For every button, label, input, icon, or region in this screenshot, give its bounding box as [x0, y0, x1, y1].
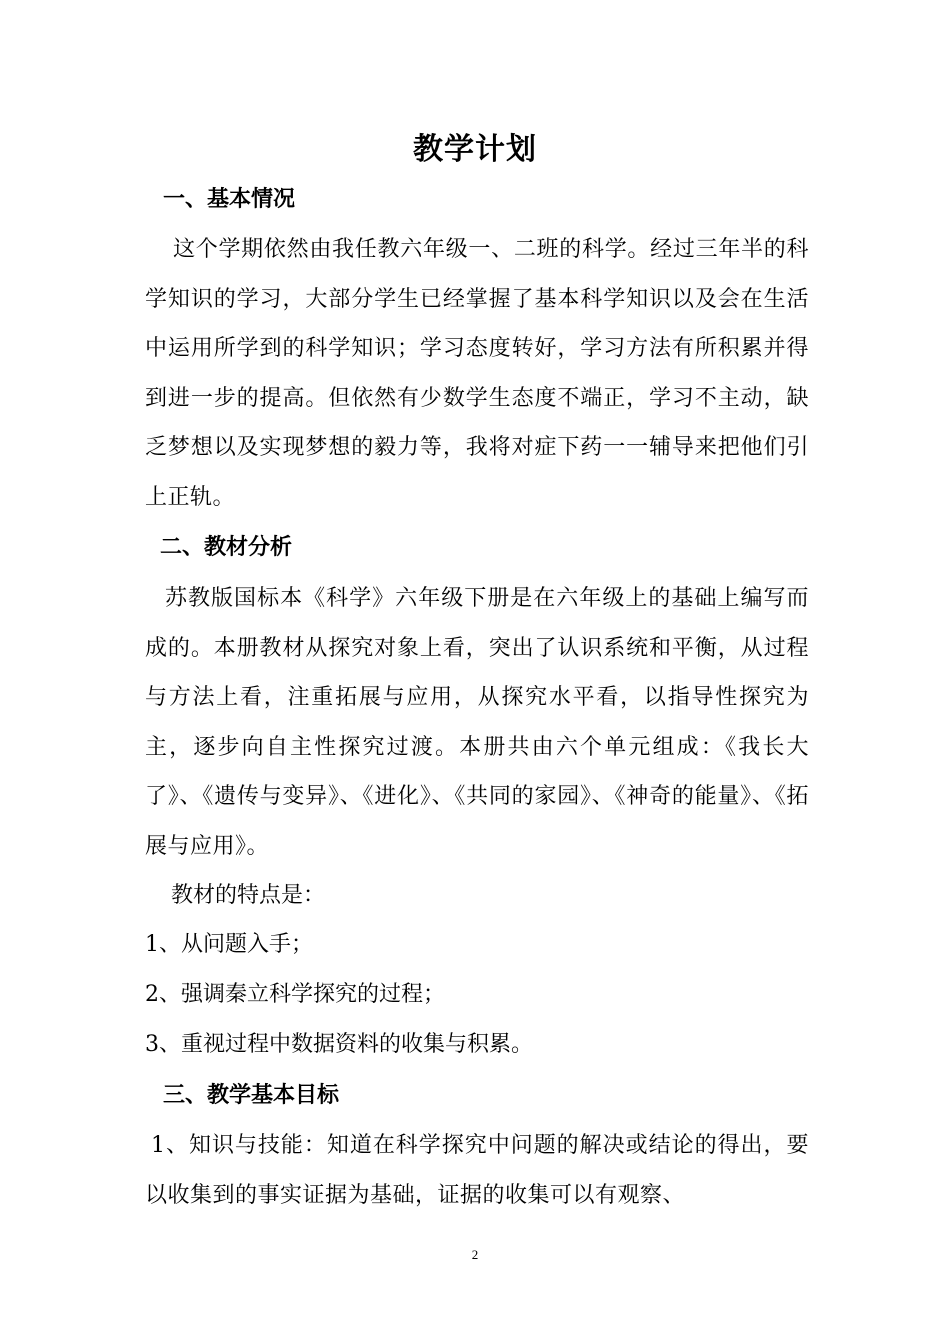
feature-item-2: 2、强调秦立科学探究的过程； [145, 982, 445, 1007]
section-heading-textbook-analysis: 二、教材分析 [160, 535, 293, 560]
paragraph-teaching-goals: 1、知识与技能：知道在科学探究中问题的解决或结论的得出，要以收集到的事实证据为基础，证据的收集可以有观察、 [145, 1133, 809, 1208]
section-heading-teaching-goals: 三、教学基本目标 [163, 1083, 340, 1108]
features-intro: 教材的特点是： [171, 883, 326, 908]
paragraph-textbook-analysis: 苏教版国标本《科学》六年级下册是在六年级上的基础上编写而成的。本册教材从探究对象上看，突出了认识系统和平衡，从过程与方法上看，注重拓展与应用，从探究水平看，以指导性探究为主，逐步向自主性探究过渡。本册共由六个单元组成：《我长大了》、《遗传与变异》、《进化》、《共同的家园》、《神奇的能量》、《拓展与应用》。 [145, 586, 809, 859]
paragraph-basic-situation: 这个学期依然由我任教六年级一、二班的科学。经过三年半的科学知识的学习，大部分学生已经掌握了基本科学知识以及会在生活中运用所学到的科学知识；学习态度转好，学习方法有所积累并得到进一步的提高。但依然有少数学生态度不端正，学习不主动，缺乏梦想以及实现梦想的毅力等，我将对症下药一一辅导来把他们引上正轨。 [145, 237, 809, 510]
feature-item-1: 1、从问题入手； [145, 932, 313, 957]
page-title: 教学计划 [413, 132, 537, 167]
page-number: 2 [471, 1247, 479, 1262]
feature-item-3: 3、重视过程中数据资料的收集与积累。 [145, 1032, 533, 1057]
section-heading-basic-situation: 一、基本情况 [163, 187, 296, 212]
